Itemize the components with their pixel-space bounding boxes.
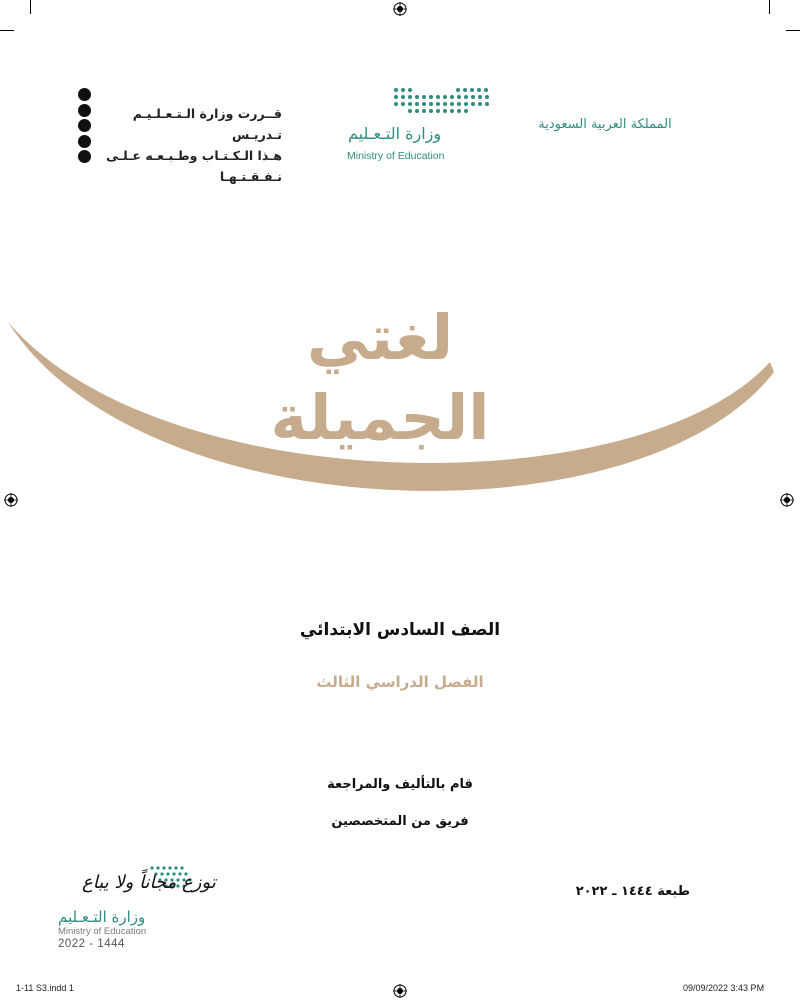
- footer-ministry-arabic: وزارة التـعـليم: [58, 908, 146, 926]
- authorship-line: قام بالتأليف والمراجعة: [327, 777, 473, 792]
- grade-label: الصف السادس الابتدائي: [299, 620, 501, 640]
- book-title: لغتي الجميلة: [270, 301, 490, 454]
- registration-mark-icon: [393, 984, 407, 998]
- ministry-name-arabic: وزارة التـعـليم: [348, 124, 442, 143]
- semester-label: الفصل الدراسي الثالث: [316, 673, 484, 691]
- kingdom-name: المملكة العربية السعودية: [538, 117, 672, 132]
- footer-ministry-english: Ministry of Education: [58, 926, 147, 937]
- decree-line-1: قــررت وزارة الـتـعـلـيـم تـدريـس: [132, 106, 282, 142]
- print-slug-timestamp: 09/09/2022 3:43 PM: [683, 983, 765, 993]
- ministry-decree: [92, 103, 282, 187]
- edition-label: طبعة ١٤٤٤ ـ ٢٠٢٢: [575, 884, 690, 899]
- registration-mark-icon: [393, 2, 407, 16]
- decree-dots: [78, 88, 92, 166]
- print-slug-file: 1-11 S3.indd 1: [16, 983, 74, 993]
- footer-years: 2022 - 1444: [58, 938, 125, 950]
- crop-mark: [769, 0, 770, 14]
- free-distribution-label: توزع مجاناً ولا يباع: [82, 872, 216, 893]
- ministry-name-english: Ministry of Education: [347, 150, 445, 162]
- crop-mark: [30, 0, 31, 14]
- crop-mark: [786, 30, 800, 31]
- crop-mark: [0, 30, 14, 31]
- decree-line-2: هـذا الـكـتـاب وطـبـعـه عـلـى نـفـقـتـهـا: [106, 148, 282, 184]
- authors-team: فريق من المتخصصين: [331, 814, 469, 829]
